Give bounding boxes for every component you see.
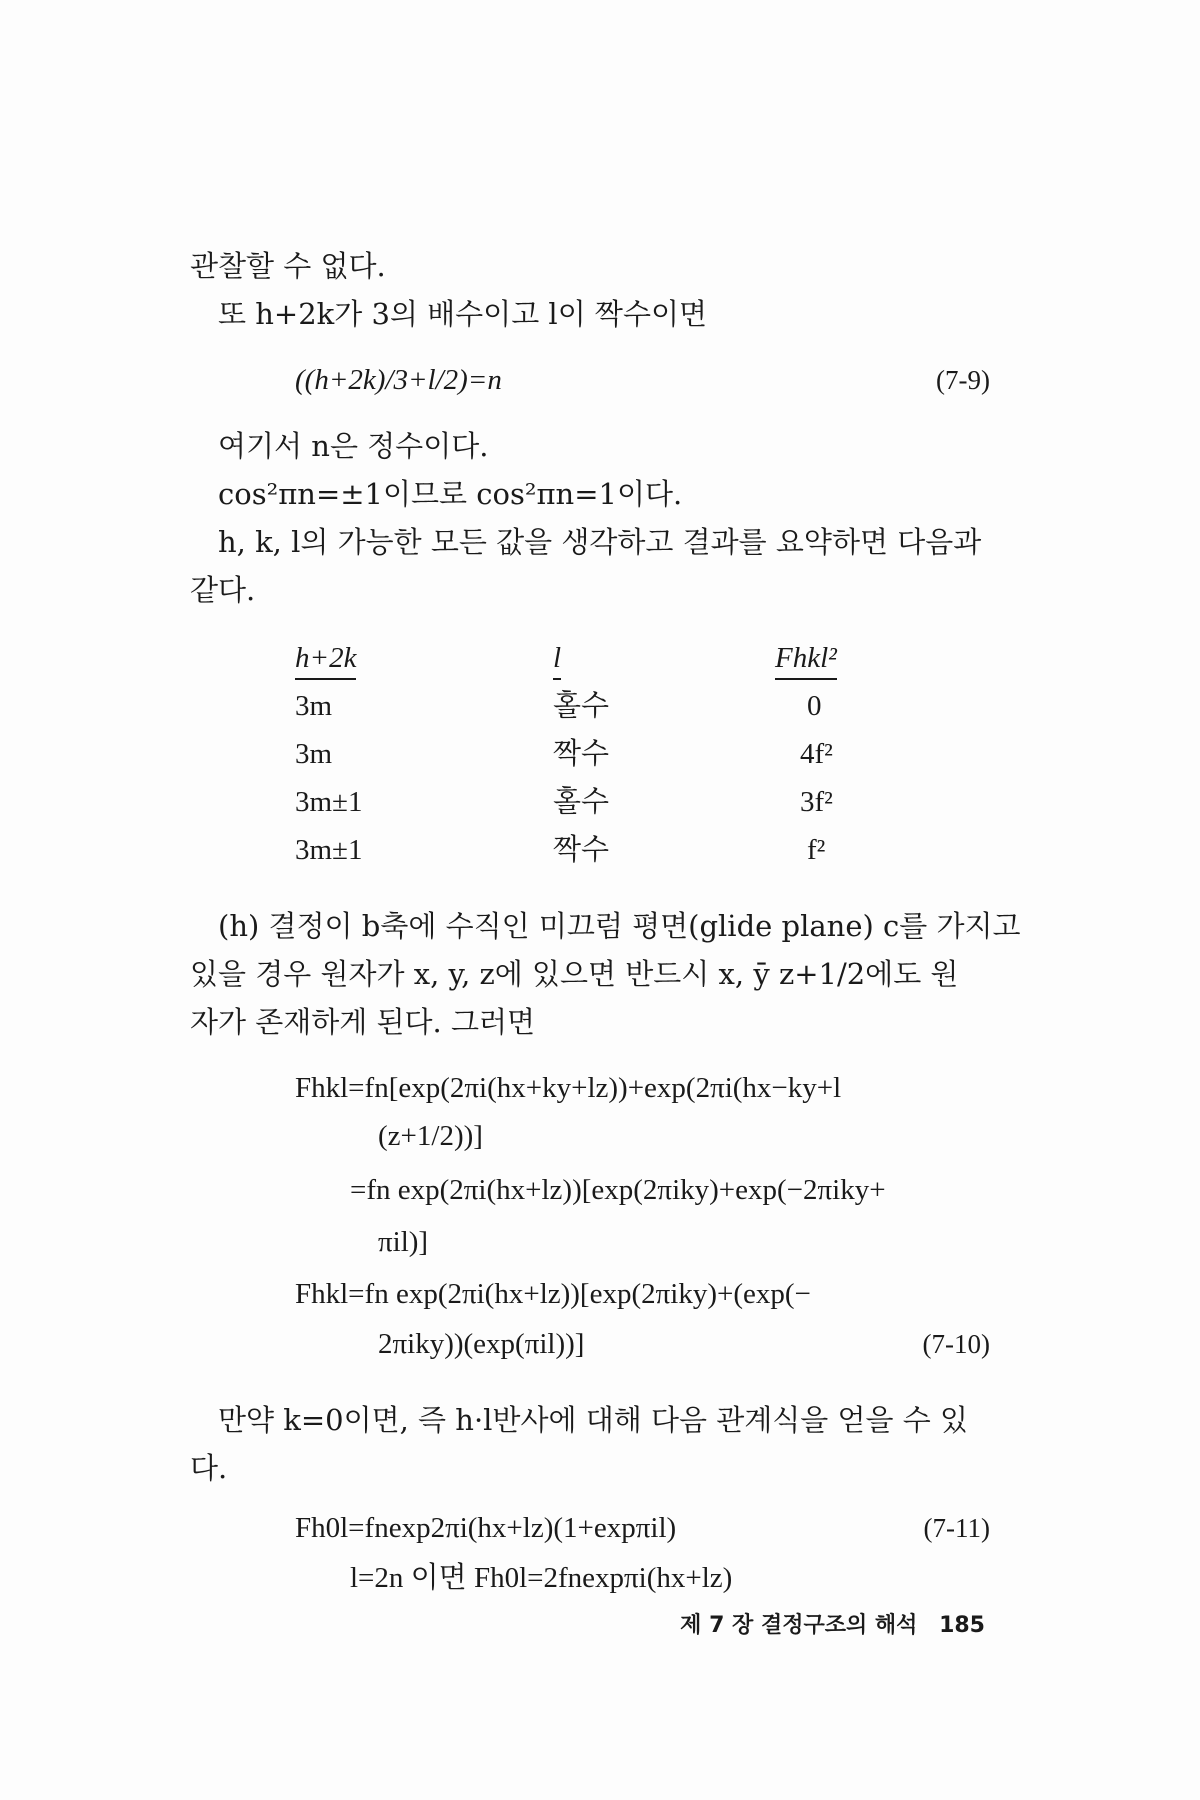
table-header: Fhkl² [775, 640, 837, 680]
table-header: l [553, 640, 561, 680]
equation-7-11-line: l=2n 이면 Fh0l=2fnexpπi(hx+lz) [350, 1562, 733, 1594]
equation-7-10-line: =fn exp(2πi(hx+lz))[exp(2πiky)+exp(−2πiky+ [350, 1174, 886, 1206]
table-header: h+2k [295, 640, 356, 680]
equation-7-10-line: Fhkl=fn[exp(2πi(hx+ky+lz))+exp(2πi(hx−ky+l [295, 1072, 842, 1104]
paragraph-line: 또 h+2k가 3의 배수이고 l이 짝수이면 [218, 297, 707, 331]
page-footer [680, 1608, 985, 1639]
paragraph-line: 다. [190, 1451, 228, 1485]
paragraph-line: 관찰할 수 없다. [190, 249, 386, 283]
table-cell: 4f² [800, 738, 833, 770]
equation-number: (7-10) [922, 1329, 990, 1359]
equation-7-10-line: πil)] [378, 1226, 429, 1258]
paragraph-line: 자가 존재하게 된다. 그러면 [190, 1005, 536, 1039]
table-cell: 짝수 [553, 738, 610, 770]
equation-7-10-line: Fhkl=fn exp(2πi(hx+lz))[exp(2πiky)+(exp(− [295, 1278, 811, 1310]
equation-7-10-line: (z+1/2))] [378, 1120, 483, 1152]
table-cell: 3m [295, 690, 333, 722]
paragraph-line: (h) 결정이 b축에 수직인 미끄럼 평면(glide plane) c를 가지고 [218, 909, 1021, 943]
table-cell: 0 [807, 690, 822, 722]
table-cell: 3m±1 [295, 786, 363, 818]
paragraph-line: cos²πn=±1이므로 cos²πn=1이다. [218, 477, 683, 511]
equation-7-11-line: Fh0l=fnexp2πi(hx+lz)(1+expπil) [295, 1512, 677, 1544]
table-cell: 3m±1 [295, 834, 363, 866]
table-cell: 홀수 [553, 690, 610, 722]
table-cell: 3f² [800, 786, 833, 818]
equation-7-9: ((h+2k)/3+l/2)=n [295, 364, 502, 396]
paragraph-line: 여기서 n은 정수이다. [218, 429, 489, 463]
paragraph-line: 있을 경우 원자가 x, y, z에 있으면 반드시 x, ȳ z+1/2에도 원 [190, 957, 959, 991]
equation-number: (7-9) [936, 365, 990, 395]
table-cell: 홀수 [553, 786, 610, 818]
equation-number: (7-11) [923, 1513, 990, 1543]
paragraph-line: h, k, l의 가능한 모든 값을 생각하고 결과를 요약하면 다음과 [218, 525, 982, 559]
equation-7-10-line: 2πiky))(exp(πil))] [378, 1328, 585, 1360]
paragraph-line: 만약 k=0이면, 즉 h·l반사에 대해 다음 관계식을 얻을 수 있 [218, 1403, 968, 1437]
table-cell: 짝수 [553, 834, 610, 866]
table-cell: f² [807, 834, 826, 866]
page-number: 185 [939, 1613, 985, 1638]
chapter-title: 제 7 장 결정구조의 해석 [680, 1613, 918, 1638]
paragraph-line: 같다. [190, 573, 256, 607]
table-cell: 3m [295, 738, 333, 770]
